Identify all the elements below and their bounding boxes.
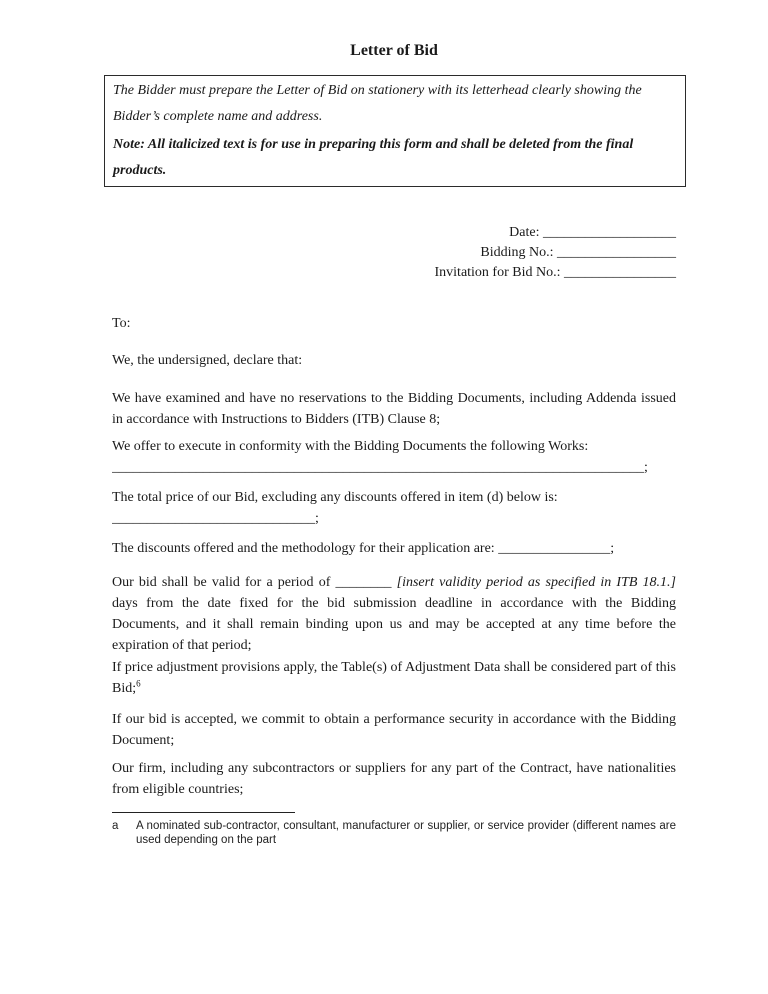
paragraph-offer (112, 436, 676, 478)
discounts-blank: ________________; (498, 541, 615, 556)
date-field (112, 223, 676, 243)
works-blank-line: ____________________________________________________________________________; (112, 460, 648, 475)
paragraph-offer-text: We offer to execute in conformity with the Bidding Documents the following Works: (112, 439, 589, 454)
paragraph-validity-before: Our bid shall be valid for a period of ________ (112, 575, 397, 590)
total-price-blank-line: _____________________________; (112, 511, 319, 526)
date-blank: ___________________ (543, 225, 676, 240)
footnote-text: A nominated sub-contractor, consultant, manufacturer or supplier, or service provider (different names are used depending on the part (136, 820, 676, 846)
invitation-no-field (112, 263, 676, 283)
paragraph-validity (112, 572, 676, 656)
notice-note: Note: All italicized text is for use in preparing this form and shall be deleted from the final products. (113, 137, 634, 178)
paragraph-validity-insert: [insert validity period as specified in ITB 18.1.] (396, 575, 677, 590)
paragraph-validity-after: days from the date fixed for the bid submission deadline in accordance with the Bidding Documents, and it shall remain binding upon us and may be accepted at any time before the expiration of that period; (112, 596, 676, 653)
footnote-reference: 6 (136, 678, 141, 689)
page-title: Letter of Bid (350, 42, 438, 59)
invitation-no-label: Invitation for Bid No.: (434, 265, 564, 280)
paragraph-discounts-text: The discounts offered and the methodology for their application are: (112, 541, 499, 556)
header-fields (112, 223, 676, 283)
paragraph-nationalities: Our firm, including any subcontractors or suppliers for any part of the Contract, have nationalities from eligible countries; (112, 761, 676, 797)
paragraph-adjustment (112, 657, 676, 699)
notice-instruction: The Bidder must prepare the Letter of Bid on stationery with its letterhead clearly showing the Bidder’s complete name and address. (113, 83, 642, 124)
paragraph-discounts (112, 538, 676, 559)
notice-box (104, 75, 686, 187)
paragraph-security: If our bid is accepted, we commit to obtain a performance security in accordance with the Bidding Document; (112, 712, 676, 748)
paragraph-examined: We have examined and have no reservations to the Bidding Documents, including Addenda issued in accordance with Instructions to Bidders (ITB) Clause 8; (112, 391, 676, 427)
paragraph-total-price-text: The total price of our Bid, excluding any discounts offered in item (d) below is: (112, 490, 558, 505)
footnote-separator (112, 812, 295, 813)
footnote-marker: a (112, 820, 119, 832)
date-label: Date: (509, 225, 543, 240)
invitation-no-blank: ________________ (564, 265, 676, 280)
bidding-no-label: Bidding No.: (480, 245, 557, 260)
paragraph-adjustment-text: If price adjustment provisions apply, the Table(s) of Adjustment Data shall be considered part of this Bid; (112, 660, 676, 696)
declaration-intro: We, the undersigned, declare that: (112, 353, 303, 368)
footnote (112, 812, 676, 847)
bidding-no-field (112, 243, 676, 263)
salutation: To: (112, 316, 131, 331)
bidding-no-blank: _________________ (557, 245, 676, 260)
paragraph-total-price (112, 487, 676, 529)
footnote-body (112, 819, 676, 847)
